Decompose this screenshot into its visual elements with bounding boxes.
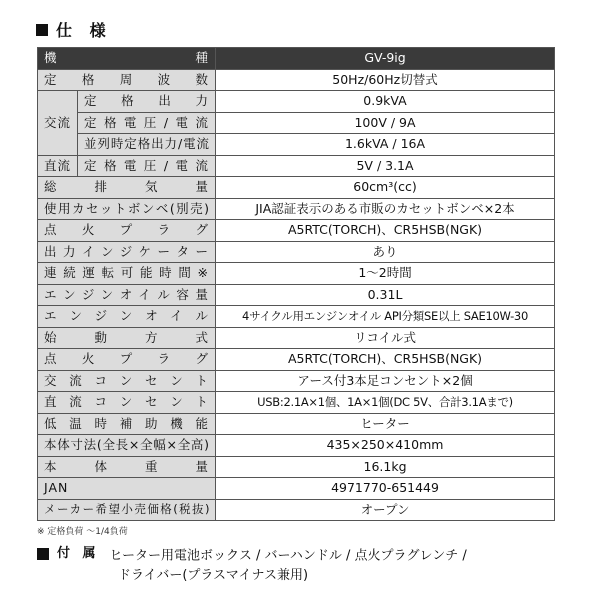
- footnote: ※ 定格負荷 〜1/4負荷: [37, 527, 128, 537]
- table-row: [38, 349, 555, 371]
- row-value: 1.6kVA / 16A: [216, 134, 555, 156]
- table-row: [38, 456, 555, 478]
- row-label: 本体重量: [38, 456, 216, 478]
- row-value: 1〜2時間: [216, 263, 555, 285]
- row-value: 100V / 9A: [216, 112, 555, 134]
- accessories-title: 付 属: [57, 546, 100, 561]
- header-value: GV-9ig: [216, 48, 555, 70]
- header-label: 機種: [38, 48, 216, 70]
- row-label: 本体寸法(全長×全幅×全高): [38, 435, 216, 457]
- row-label: 定格電圧/電流: [78, 155, 216, 177]
- table-row: [38, 499, 555, 521]
- row-label: 低温時補助機能: [38, 413, 216, 435]
- table-row: [38, 413, 555, 435]
- accessories-line-1: ヒーター用電池ボックス / バーハンドル / 点火プラグレンチ /: [109, 548, 467, 564]
- row-label: 点火プラグ: [38, 220, 216, 242]
- table-row: [38, 392, 555, 414]
- table-row: [38, 327, 555, 349]
- row-value: 0.9kVA: [216, 91, 555, 113]
- accessories-line-2: ドライバー(プラスマイナス兼用): [118, 567, 309, 583]
- row-value: 0.31L: [216, 284, 555, 306]
- spec-title-text: 仕 様: [56, 21, 112, 40]
- table-row: [38, 134, 555, 156]
- table-row: [38, 306, 555, 328]
- row-label: 定格出力: [78, 91, 216, 113]
- group-label-dc: 直流: [38, 155, 78, 177]
- row-label: 点火プラグ: [38, 349, 216, 371]
- row-value: アース付3本足コンセント×2個: [216, 370, 555, 392]
- row-value: ヒーター: [216, 413, 555, 435]
- row-label: 定格周波数: [38, 69, 216, 91]
- row-value: 435×250×410mm: [216, 435, 555, 457]
- row-value: 4サイクル用エンジンオイル API分類SE以上 SAE10W-30: [216, 306, 555, 328]
- row-value: 4971770-651449: [216, 478, 555, 500]
- row-value: リコイル式: [216, 327, 555, 349]
- accessories-section: [37, 544, 567, 585]
- row-label: 定格電圧/電流: [78, 112, 216, 134]
- row-label: 出力インジケーター: [38, 241, 216, 263]
- row-label: 連続運転可能時間※: [38, 263, 216, 285]
- row-label: 直流コンセント: [38, 392, 216, 414]
- row-label: エンジンオイル: [38, 306, 216, 328]
- row-label: 使用カセットボンベ(別売): [38, 198, 216, 220]
- table-row: [38, 435, 555, 457]
- row-label: JAN: [38, 478, 216, 500]
- row-value: 50Hz/60Hz切替式: [216, 69, 555, 91]
- table-row: [38, 241, 555, 263]
- row-value: A5RTC(TORCH)、CR5HSB(NGK): [216, 220, 555, 242]
- table-row: [38, 198, 555, 220]
- table-row: [38, 263, 555, 285]
- row-value: JIA認証表示のある市販のカセットボンベ×2本: [216, 198, 555, 220]
- row-label: エンジンオイル容量: [38, 284, 216, 306]
- row-label: 並列時定格出力/電流: [78, 134, 216, 156]
- group-label-ac: 交流: [38, 91, 78, 156]
- row-label: 始動方式: [38, 327, 216, 349]
- row-value: オープン: [216, 499, 555, 521]
- table-row: [38, 91, 555, 113]
- row-label: 総排気量: [38, 177, 216, 199]
- black-square-icon: [36, 24, 48, 36]
- spec-table: [37, 47, 555, 521]
- table-header-row: [38, 48, 555, 70]
- table-row: [38, 284, 555, 306]
- table-row: [38, 478, 555, 500]
- spec-section-title: [36, 18, 112, 41]
- row-label: メーカー希望小売価格(税抜): [38, 499, 216, 521]
- table-row: [38, 177, 555, 199]
- table-row: [38, 112, 555, 134]
- row-value: あり: [216, 241, 555, 263]
- table-row: [38, 155, 555, 177]
- accessories-heading: [37, 544, 100, 563]
- row-value: 60cm³(cc): [216, 177, 555, 199]
- row-value: 16.1kg: [216, 456, 555, 478]
- row-value: USB:2.1A×1個、1A×1個(DC 5V、合計3.1Aまで): [216, 392, 555, 414]
- row-label: 交流コンセント: [38, 370, 216, 392]
- table-row: [38, 69, 555, 91]
- table-row: [38, 370, 555, 392]
- row-value: A5RTC(TORCH)、CR5HSB(NGK): [216, 349, 555, 371]
- table-row: [38, 220, 555, 242]
- row-value: 5V / 3.1A: [216, 155, 555, 177]
- black-square-icon: [37, 548, 49, 560]
